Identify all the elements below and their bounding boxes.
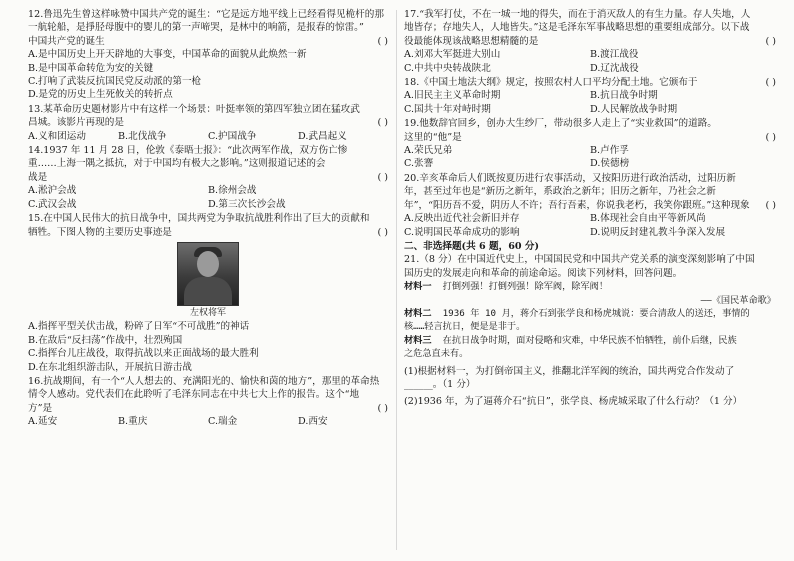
q14-option-c: C.武汉会战 <box>28 198 77 210</box>
material-1-source: ——《国民革命歌》 <box>700 294 776 306</box>
q16-stem-2: 情令人感动。党代表们在此聆听了毛泽东同志在中共七大上作的报告。这个“地 <box>28 389 360 401</box>
material-2-label: 材料二 <box>404 307 432 319</box>
q16-option-d: D.西安 <box>298 416 328 428</box>
material-2 <box>404 307 776 320</box>
q14-answer-paren: ( ) <box>377 171 388 183</box>
q13-options <box>28 130 388 143</box>
q19-option-c: C.张謇 <box>404 158 434 170</box>
q20-option-d: D.说明反封建礼教斗争深入发展 <box>590 226 726 238</box>
q19-answer-paren: ( ) <box>765 131 776 143</box>
material-3 <box>404 334 776 347</box>
q21-sub-2: (2)1936 年，为了逼蒋介石“抗日”，张学良、杨虎城采取了什么行动？（1 分） <box>404 396 743 408</box>
portrait-body <box>184 277 232 306</box>
q14-stem-3-text: 战是 <box>28 171 48 183</box>
q16-stem-1: 16.抗战期间，有一个“人人想去的、充满阳光的、愉快和茵的地方”，那里的革命热 <box>28 375 380 387</box>
material-1-text: 打倒列强！打倒列强！除军阀，除军阀！ <box>442 281 609 293</box>
q16-option-b: B.重庆 <box>118 416 148 428</box>
q20-option-a: A.反映出近代社会新旧并存 <box>404 213 520 225</box>
material-2-text-2: 核……轻言抗日，便是是非于。 <box>404 321 526 333</box>
q13-stem-1: 13.某革命历史题材影片中有这样一个场景：叶挺率领的第四军独立团在猛攻武 <box>28 103 360 115</box>
q18-option-b: B.抗日战争时期 <box>590 90 658 102</box>
material-3-text-2: 之危急直未有。 <box>404 348 469 360</box>
question-15 <box>28 212 388 374</box>
material-1 <box>404 280 776 293</box>
q18-options <box>404 89 776 116</box>
question-21 <box>404 253 776 408</box>
q16-stem-3-text: 方”是 <box>28 402 53 414</box>
q18-stem-1-text: 18.《中国土地法大纲》规定，按照农村人口平均分配土地。它颁布于 <box>404 77 698 89</box>
q19-stem-2-text: 这里的“他”是 <box>404 131 462 143</box>
q20-stem-2: 年，甚至过年也是“新历之新年，系政治之新年；旧历之新年，乃社会之新 <box>404 186 716 198</box>
q15-stem-2 <box>28 226 388 239</box>
question-16 <box>28 375 388 429</box>
q16-answer-paren: ( ) <box>377 402 388 414</box>
q18-option-d: D.人民解放战争时期 <box>590 103 678 115</box>
q18-option-a: A.旧民主主义革命时期 <box>404 90 501 102</box>
material-3-text-1: 在抗日战争时期，面对侵略和灾难，中华民族不怕牺牲，前仆后继，民族 <box>442 334 737 346</box>
q21-stem-1: 21.（8 分）在中国近代史上，中国国民党和中国共产党关系的演变深刻影响了中国 <box>404 254 755 266</box>
q15-option-d: D.在东北组织游击队，开展抗日游击战 <box>28 361 192 373</box>
q14-option-a: A.淞沪会战 <box>28 185 77 197</box>
q19-stem-1: 19.他数辞官回乡，创办大生纱厂，带动很多人走上了“实业救国”的道路。 <box>404 118 717 130</box>
q17-option-a: A.刘邓大军挺进大别山 <box>404 49 501 61</box>
question-19 <box>404 117 776 171</box>
q16-stem-3 <box>28 402 388 415</box>
question-12 <box>28 8 388 102</box>
q20-option-c: C.说明国民革命成功的影响 <box>404 226 520 238</box>
material-2-text-1: 1936 年 10 月，蒋介石到张学良和杨虎城说：要合清敌人的送还，事情的 <box>442 307 750 319</box>
q16-option-c: C.瑞金 <box>208 416 238 428</box>
material-3-label: 材料三 <box>404 334 432 346</box>
q21-sub-1b: ______。（1 分） <box>404 378 476 390</box>
q20-option-b: B.体现社会自由平等新风尚 <box>590 213 706 225</box>
q15-answer-paren: ( ) <box>377 226 388 238</box>
q13-stem-2-text: 昌城。该影片再现的是 <box>28 117 124 129</box>
q13-stem-2 <box>28 116 388 129</box>
q14-stem-3 <box>28 171 388 184</box>
q19-option-a: A.荣氏兄弟 <box>404 145 453 157</box>
q15-stem-1: 15.在中国人民伟大的抗日战争中，国共两党为争取抗战胜利作出了巨大的贡献和 <box>28 213 370 225</box>
q18-answer-paren: ( ) <box>765 77 776 89</box>
q12-answer-paren: ( ) <box>377 35 388 47</box>
q18-stem-1 <box>404 76 776 89</box>
portrait-caption: 左权将军 <box>189 307 226 318</box>
q15-stem-2-text: 牺牲。下图人物的主要历史事迹是 <box>28 226 172 238</box>
q20-stem-3 <box>404 199 776 212</box>
q12-option-a: A.是中国历史上开天辟地的大事变，中国革命的面貌从此焕然一新 <box>28 49 307 61</box>
q18-option-c: C.国共十年对峙时期 <box>404 103 491 115</box>
q14-option-d: D.第三次长沙会战 <box>208 198 286 210</box>
q14-stem-2: 重……上海一隅之抵抗，对于中国均有极大之影响。”这则报道记述的会 <box>28 158 326 170</box>
q16-option-a: A.延安 <box>28 416 58 428</box>
q12-stem-2-text: 中国共产党的诞生 <box>28 35 105 47</box>
q12-option-b: B.是中国革命转危为安的关键 <box>28 62 154 74</box>
section-heading-non-choice: 二、非选择题(共 6 题，60 分) <box>404 240 540 252</box>
q17-stem-3-text: 役最能体现该战略思想精髓的是 <box>404 35 539 47</box>
portrait-photo <box>177 242 239 306</box>
column-divider <box>396 10 397 550</box>
q17-answer-paren: ( ) <box>765 35 776 47</box>
question-14 <box>28 144 388 211</box>
question-13 <box>28 103 388 143</box>
q13-option-a: A.义和团运动 <box>28 130 86 142</box>
q13-option-b: B.北伐战争 <box>118 130 167 142</box>
q13-option-c: C.护国战争 <box>208 130 257 142</box>
material-1-label: 材料一 <box>404 281 432 293</box>
q12-option-c: C.打响了武装反抗国民党反动派的第一枪 <box>28 76 202 88</box>
q12-stem-1: 12.鲁迅先生曾这样咏赞中国共产党的诞生：“它是远方地平线上已经看得见桅杆的那一航轮船，是掙胫母腹中的婴儿的第一声啼哭，是林中的响箭，是报春的惊雷。” <box>28 9 384 34</box>
q20-stem-3-text: 年”，“阳历吾不爱，阴历人不许；吾行吾素，你说我老朽，我笑你跟班。”这种现象 <box>404 199 750 211</box>
q21-sub-1a: (1)根据材料一，为打倒帝国主义，推翻北洋军阀的统治，国共两党合作发动了 <box>404 365 735 377</box>
left-column <box>28 8 388 430</box>
q19-stem-2 <box>404 131 776 144</box>
q20-answer-paren: ( ) <box>765 199 776 211</box>
q19-option-b: B.卢作孚 <box>590 145 629 157</box>
q17-stem-1: 17.“我军打仗，不在一城一地的得失，而在于消灭敌人的有生力量。存人失地，人 <box>404 9 751 20</box>
q16-options <box>28 415 388 428</box>
q17-stem-3 <box>404 35 776 48</box>
q14-stem-1: 14.1937 年 11 月 28 日，伦敦《泰晤士报》：“此次两军作战，双方伤亡惨 <box>28 145 348 157</box>
q14-options <box>28 184 388 211</box>
q12-stem-2 <box>28 35 388 48</box>
q13-answer-paren: ( ) <box>377 117 388 129</box>
q17-options <box>404 48 776 75</box>
q20-options <box>404 212 776 239</box>
q15-option-c: C.指挥台儿庄战役，取得抗战以来正面战场的最大胜利 <box>28 348 259 360</box>
q17-option-d: D.辽沈战役 <box>590 62 639 74</box>
q12-option-d: D.是党的历史上生死攸关的转折点 <box>28 89 173 101</box>
q15-option-b: B.在敌后“反扫荡”作战中，壮烈殉国 <box>28 334 183 346</box>
question-17 <box>404 8 776 75</box>
question-20 <box>404 172 776 239</box>
right-column <box>404 8 776 409</box>
q21-stem-2: 国历史的发展走向和革命的前途命运。阅读下列材料，回答问题。 <box>404 267 683 279</box>
q20-stem-1: 20.辛亥革命后人们既按夏历进行农事活动，又按阳历进行政治活动，过阳历新 <box>404 172 736 184</box>
q19-option-d: D.侯德榜 <box>590 158 630 170</box>
q14-option-b: B.徐州会战 <box>208 185 257 197</box>
q17-stem-2: 地皆存；存地失人，人地皆失。”这是毛泽东军事战略思想的重要组成部分。以下战 <box>404 22 750 34</box>
question-18 <box>404 76 776 116</box>
q17-option-b: B.渡江战役 <box>590 49 639 61</box>
q13-option-d: D.武昌起义 <box>298 130 347 142</box>
q15-option-a: A.指挥平型关伏击战，粉碎了日军“不可战胜”的神话 <box>28 321 250 333</box>
q17-option-c: C.中共中央转战陕北 <box>404 62 491 74</box>
portrait-head <box>197 251 219 277</box>
q19-options <box>404 144 776 171</box>
